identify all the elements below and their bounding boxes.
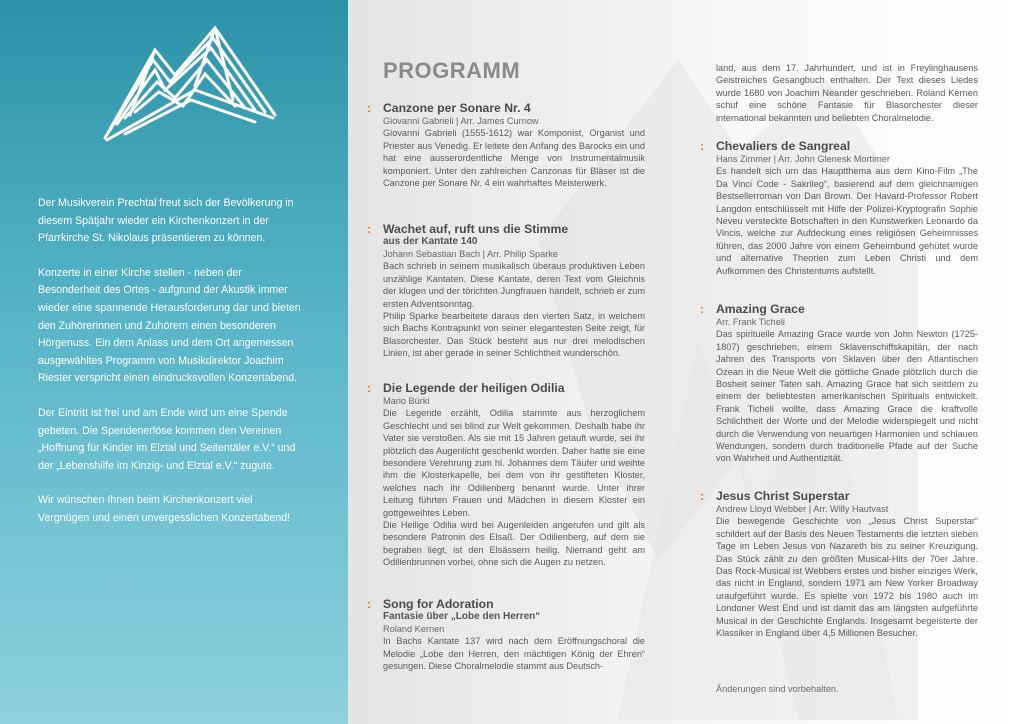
piece-description: In Bachs Kantate 137 wird nach dem Eröffnungschoral die Melodie „Lobe den Herren, den mächtigen König der Ehren“ gesungen. Diese Choralmelodie stammt aus Deutsch-: [383, 636, 645, 672]
piece-credit: Giovanni Gabrieli | Arr. James Curnow: [383, 116, 539, 126]
continuation-text: land, aus dem 17. Jahrhundert, und ist in Freylinghausens Geistreiches Gesangbuch enthalten. Der Text dieses Liedes wurde 1680 von Joachim Neander geschrieben. Roland Kernen schuf eine schöne Fantasie für Blasorchester dieser international bekannten und beliebten Choralmelodie.: [716, 63, 978, 123]
piece-description: Die bewegende Geschichte von „Jesus Christ Superstar“ schildert auf der Basis des Neuen Testaments die letzten sieben Tage im Leben Jesus von Nazareth bis zu seiner Kreuzigung. Das Stück zählt zu den größten Musical-Hits der 70er Jahre. Das Rock-Musical ist Webbers erstes und bisher einziges Werk, das nicht in England, sondern 1971 am New Yorker Broadway uraufgeführt wurde. Es spielte von 1972 bis 1980 auch im Londoner West End und ist damit das am längsten aufgeführte Musical in der Geschichte Englands. Insgesamt begeisterte der Klassiker in England über 4,5 Millionen Besucher.: [716, 516, 978, 639]
program-piece-jesus-christ-superstar: [700, 489, 978, 639]
colon-marker-icon: :: [700, 139, 705, 153]
piece-subtitle: Fantasie über „Lobe den Herren“: [383, 611, 541, 622]
colon-marker-icon: :: [700, 489, 705, 503]
intro-paragraph-3: Der Eintritt ist frei und am Ende wird um eine Spende gebeten. Die Spendenerlöse kommen den Vereinen „Hoffnung für Kinder im Elztal und Seitentäler e.V.“ und der „Lebenshilfe im Kinzig- und Elztal e.V.“ zugute.: [38, 406, 296, 472]
program-piece-odilia: [367, 381, 645, 569]
piece-title: Chevaliers de Sangreal: [716, 139, 851, 153]
piece-title: Song for Adoration: [383, 597, 494, 611]
mountain-logo-icon: [95, 20, 285, 150]
piece-credit: Andrew Lloyd Webber | Arr. Willy Hautvast: [716, 504, 889, 514]
piece-title: Jesus Christ Superstar: [716, 489, 850, 503]
intro-paragraph-1: Der Musikverein Prechtal freut sich der Bevölkerung in diesem Spätjahr wieder ein Kirchenkonzert in der Pfarrkirche St. Nikolaus präsentieren zu können.: [38, 197, 294, 245]
piece-title: Amazing Grace: [716, 302, 805, 316]
program-piece-canzone: [367, 101, 645, 189]
intro-sidebar: [0, 0, 348, 724]
colon-marker-icon: :: [367, 381, 372, 395]
piece-title: Die Legende der heiligen Odilia: [383, 381, 565, 395]
piece-title: Canzone per Sonare Nr. 4: [383, 101, 531, 115]
piece-credit: Johann Sebastian Bach | Arr. Philip Sparke: [383, 249, 559, 259]
piece-description: Giovanni Gabrieli (1555-1612) war Komponist, Organist und Priester aus Venedig. Er leitete den Anfang des Barocks ein und hat eine ausserordentliche Menge von Instrumentalmusik komponiert. Unter den zahlreichen Canzonas für Bläser ist die Canzone per Sonare Nr. 4 ein wahrhaftes Meisterwerk.: [383, 128, 645, 189]
piece-credit: Arr. Frank Ticheli: [716, 317, 785, 327]
program-piece-song-for-adoration: [367, 597, 645, 673]
piece-credit: Mario Bürki: [383, 396, 430, 406]
intro-paragraph-2: Konzerte in einer Kirche stellen - neben der Besonderheit des Ortes - aufgrund der Akustik immer wieder eine spannende Herausforderung dar und bieten den Zuhörerinnen und Zuhörern einen besonderen Hörgenuss. Ein dem Anlass und dem Ort angemessen ausgewähltes Programm von Musikdirektor Joachim Riester verspricht einen eindrucksvollen Konzertabend.: [38, 266, 301, 385]
program-piece-chevaliers: [700, 139, 978, 277]
program-piece-amazing-grace: [700, 302, 978, 465]
colon-marker-icon: :: [700, 302, 705, 316]
piece-description-2: Die Heilige Odilia wird bei Augenleiden angerufen und gilt als besondere Patronin des Elsaß. Der Odilienberg, auf dem sie begraben liegt, ist den Elsässern heilig. Niemand geht am Odilienbrunnen vorbei, ohne sich die Augen zu netzen.: [383, 520, 645, 568]
piece-description: Es handelt sich um das Hauptthema aus dem Kino-Film „The Da Vinci Code - Sakrileg“, basierend auf dem gleichnamigen Bestsellerroman von Dan Brown. Der Havard-Professor Robert Langdon entschlüsselt mit Hilfe der Polizei-Kryptografin Sophie Neveu versteckte Botschaften in den Kunstwerken Leonardo da Vincis, welche zur Aufdeckung eines religiösen Geheimnisses führen, das 2000 Jahre von einem Geheimbund gehütet wurde und alternative Theorien zum Leben Christi und dem Aufkommen des Christentums aufstellt.: [716, 166, 978, 276]
piece-description: Bach schrieb in seinem musikalisch überaus produktiven Leben unzählige Kantaten. Diese Kantate, deren Text vom Gleichnis der klugen und der törichten Jungfrauen handelt, schrieb er zum ersten Adventsonntag.: [383, 261, 645, 309]
piece-description-2: Philip Sparke bearbeitete daraus den vierten Satz, in welchem sich Bachs Kontrapunkt von seiner elegantesten Seite zeigt, für Blasorchester. Das Stück besteht aus nur drei melodischen Linien, ist aber gerade in seiner Schlichtheit wunderschön.: [383, 311, 645, 359]
piece-credit: Roland Kernen: [383, 624, 445, 634]
programm-page: [348, 0, 1024, 724]
colon-marker-icon: :: [367, 597, 372, 611]
piece-credit: Hans Zimmer | Arr. John Glenesk Mortimer: [716, 154, 890, 164]
piece-description: Das spirituelle Amazing Grace wurde von John Newton (1725-1807) geschrieben, einem Sklavenschiffskapitän, der nach Jahren des Transports von Sklaven über den Atlantischen Ozean in die Neue Welt die göttliche Gnade plötzlich durch die Bosheit seiner Taten sah. Amazing Grace hat sich seitdem zu einem der beliebtesten amerikanischen Spirituals entwickelt. Frank Ticheli wollte, dass Amazing Grace die kraftvolle Schlichtheit der Worte und der Melodie widerspiegelt und nicht durch die Verwendung von neuartigen Harmonien und schlauen Wendungen, sondern durch traditionelle Pfade auf der Suche von Wahrheit und Authentizität.: [716, 329, 978, 464]
piece-title: Wachet auf, ruft uns die Stimme: [383, 222, 569, 236]
footnote: Änderungen sind vorbehalten.: [716, 684, 839, 694]
page-title: PROGRAMM: [383, 58, 521, 83]
colon-marker-icon: :: [367, 222, 372, 236]
piece-description: Die Legende erzählt, Odilia stammte aus herzoglichem Geschlecht und sei blind zur Welt gekommen. Deshalb habe ihr Vater sie verstoßen. Als sie mit 15 Jahren getauft wurde, sei ihr plötzlich das Augenlicht geschenkt worden. Daher hatte sie eine besondere Verehrung zum hl. Johannes dem Täufer und weihte ihm die Klosterkapelle, bei dem von ihr gestifteten Kloster, welches nach ihr Odilienberg benannt wurde. Unter ihrer Leitung führten Frauen und Mädchen in diesem Kloster ein gottgeweihtes Leben.: [383, 408, 645, 518]
program-piece-wachet-auf: [367, 222, 645, 360]
intro-paragraph-4: Wir wünschen Ihnen beim Kirchenkonzert viel Vergnügen und einen unvergesslichen Konzertabend!: [38, 494, 291, 524]
colon-marker-icon: :: [367, 101, 372, 115]
piece-subtitle: aus der Kantate 140: [383, 236, 478, 247]
